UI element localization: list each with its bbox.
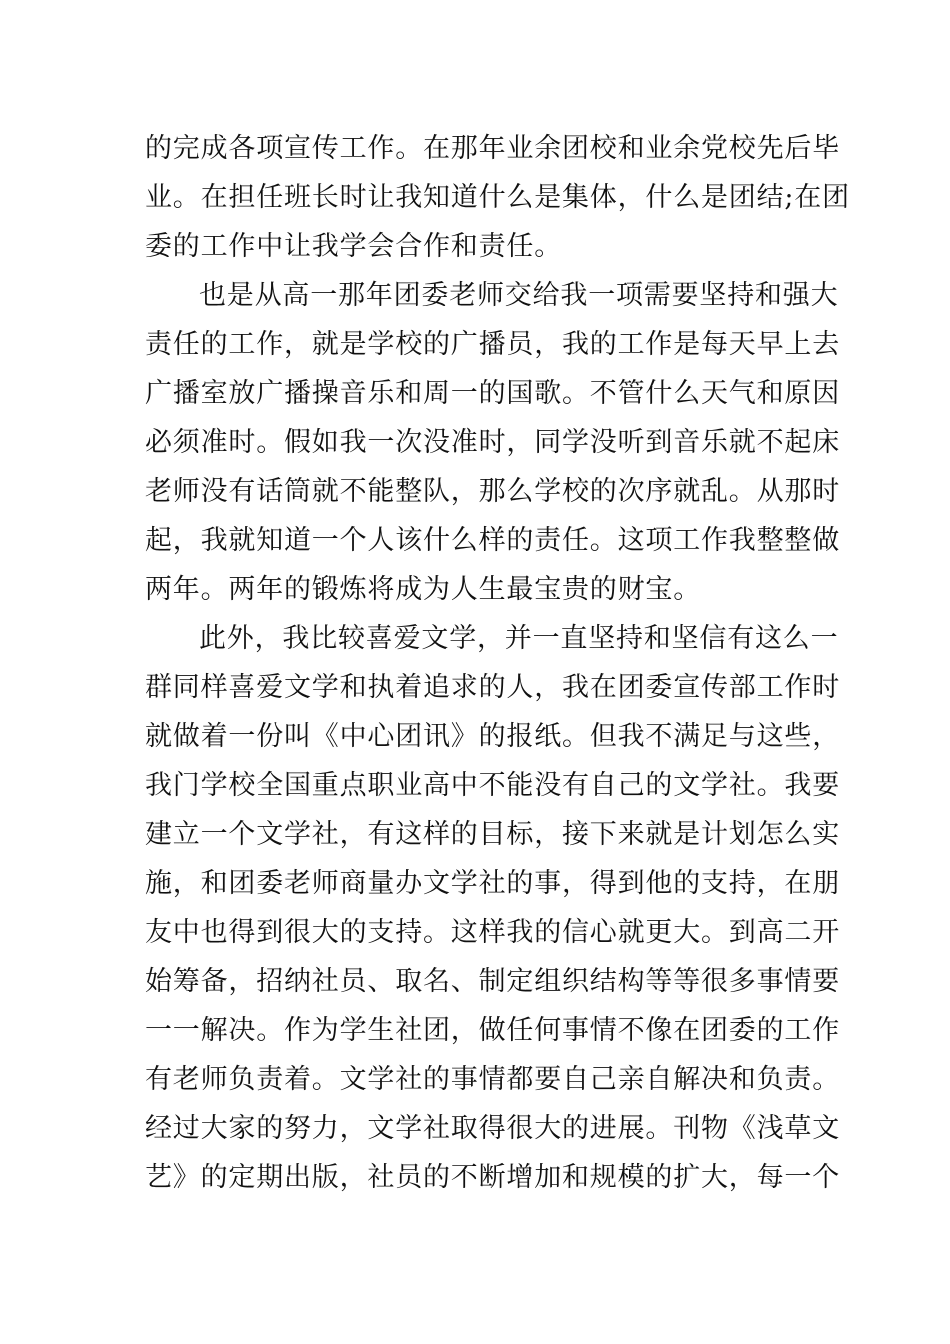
text-line: 友中也得到很大的支持。这样我的信心就更大。到高二开 [145, 917, 840, 948]
text-line: 建立一个文学社，有这样的目标，接下来就是计划怎么实 [145, 819, 840, 850]
text-line: 必须准时。假如我一次没准时，同学没听到音乐就不起床 [145, 427, 840, 458]
text-line: 广播室放广播操音乐和周一的国歌。不管什么天气和原因 [145, 378, 840, 409]
text-line: 群同样喜爱文学和执着追求的人，我在团委宣传部工作时 [145, 672, 840, 703]
text-line: 业。在担任班长时让我知道什么是集体，什么是团结;在团 [145, 182, 850, 213]
paragraph-1 [145, 124, 850, 271]
document-body [145, 124, 850, 1202]
text-line: 经过大家的努力，文学社取得很大的进展。刊物《浅草文 [145, 1113, 840, 1144]
text-line: 艺》的定期出版，社员的不断增加和规模的扩大，每一个 [145, 1162, 840, 1193]
text-line: 老师没有话筒就不能整队，那么学校的次序就乱。从那时 [145, 476, 840, 507]
text-line: 一一解决。作为学生社团，做任何事情不像在团委的工作 [145, 1015, 840, 1046]
text-line: 的完成各项宣传工作。在那年业余团校和业余党校先后毕 [145, 133, 840, 164]
text-line: 有老师负责着。文学社的事情都要自己亲自解决和负责。 [145, 1064, 840, 1095]
text-line: 始筹备，招纳社员、取名、制定组织结构等等很多事情要 [145, 966, 840, 997]
text-line: 此外，我比较喜爱文学，并一直坚持和坚信有这么一 [199, 623, 839, 654]
text-line: 我门学校全国重点职业高中不能没有自己的文学社。我要 [145, 770, 840, 801]
text-line: 两年。两年的锻炼将成为人生最宝贵的财宝。 [145, 574, 701, 605]
paragraph-3 [145, 614, 840, 1202]
text-line: 施，和团委老师商量办文学社的事，得到他的支持，在朋 [145, 868, 840, 899]
text-line: 也是从高一那年团委老师交给我一项需要坚持和强大 [199, 280, 839, 311]
text-line: 委的工作中让我学会合作和责任。 [145, 231, 562, 262]
text-line: 起，我就知道一个人该什么样的责任。这项工作我整整做 [145, 525, 840, 556]
text-line: 就做着一份叫《中心团讯》的报纸。但我不满足与这些， [145, 721, 840, 752]
paragraph-2 [145, 271, 840, 614]
text-line: 责任的工作，就是学校的广播员，我的工作是每天早上去 [145, 329, 840, 360]
